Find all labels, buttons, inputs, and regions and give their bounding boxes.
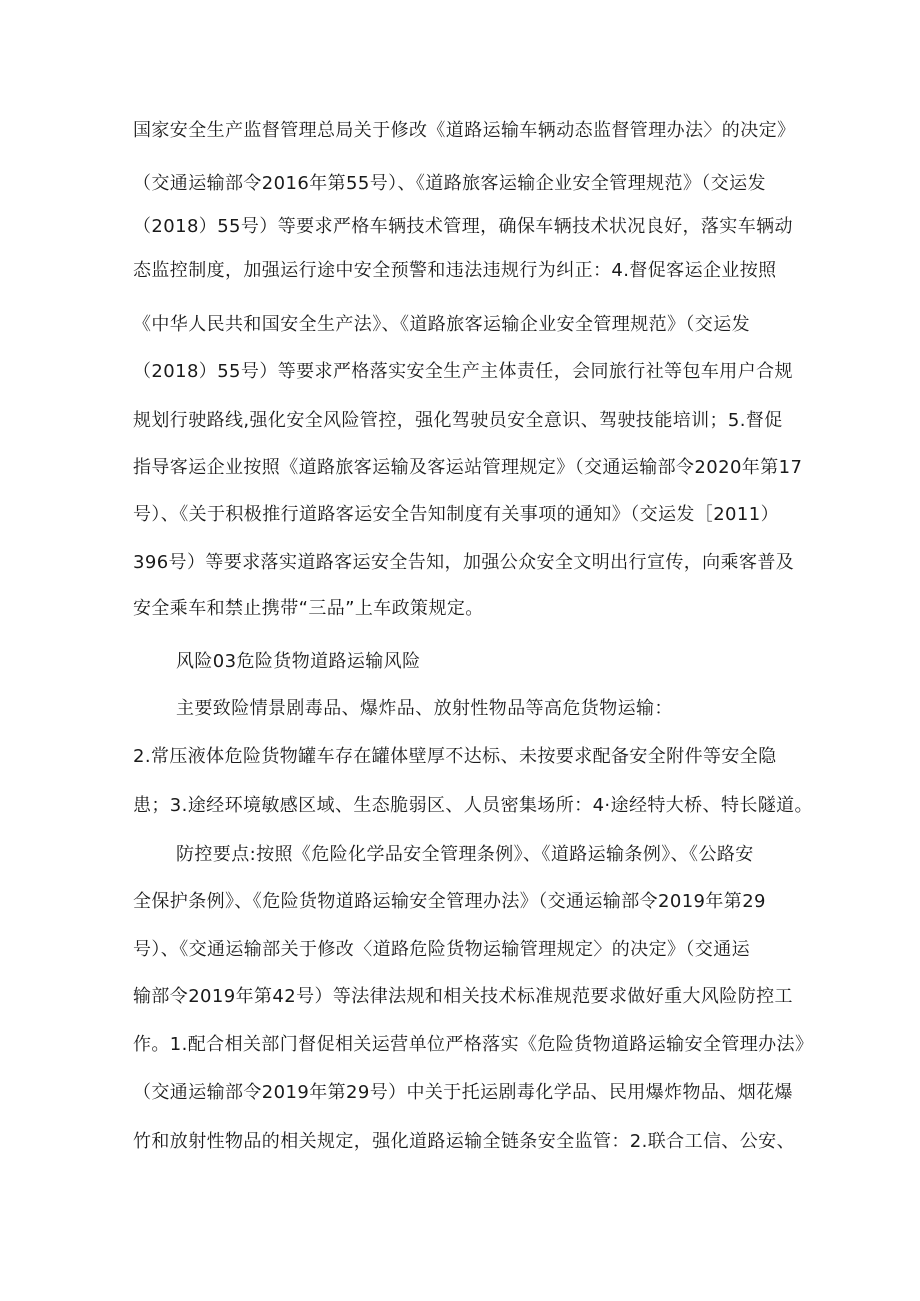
text-line: 396号）等要求落实道路客运安全告知，加强公众安全文明出行宣传，向乘客普及 bbox=[133, 552, 795, 573]
text-line: 2.常压液体危险货物罐车存在罐体壁厚不达标、未按要求配备安全附件等安全隐 bbox=[133, 746, 777, 767]
text-line: 防控要点:按照《危险化学品安全管理条例》、《道路运输条例》、《公路安 bbox=[176, 844, 754, 865]
text-line: 《中华人民共和国安全生产法》、《道路旅客运输企业安全管理规范》（交运发 bbox=[133, 314, 750, 335]
text-line: 安全乘车和禁止携带“三品”上车政策规定。 bbox=[133, 598, 484, 619]
text-line: 态监控制度，加强运行途中安全预警和违法违规行为纠正：4.督促客运企业按照 bbox=[133, 260, 777, 281]
text-line: 规划行驶路线,强化安全风险管控，强化驾驶员安全意识、驾驶技能培训；5.督促 bbox=[133, 410, 783, 431]
text-line: （2018）55号）等要求严格车辆技术管理，确保车辆技术状况良好，落实车辆动 bbox=[133, 216, 793, 237]
text-line: （交通运输部令2019年第29号）中关于托运剧毒化学品、民用爆炸物品、烟花爆 bbox=[133, 1082, 793, 1103]
text-line: 患；3.途经环境敏感区域、生态脆弱区、人员密集场所：4·途经特大桥、特长隧道。 bbox=[133, 795, 813, 816]
text-line: （2018）55号）等要求严格落实安全生产主体责任，会同旅行社等包车用户合规 bbox=[133, 361, 793, 382]
text-line: 输部令2019年第42号）等法律法规和相关技术标准规范要求做好重大风险防控工 bbox=[133, 986, 793, 1007]
text-line: （交通运输部令2016年第55号）、《道路旅客运输企业安全管理规范》（交运发 bbox=[133, 173, 766, 194]
text-line: 全保护条例》、《危险货物道路运输安全管理办法》（交通运输部令2019年第29 bbox=[133, 891, 766, 912]
text-line: 作。1.配合相关部门督促相关运营单位严格落实《危险货物道路运输安全管理办法》 bbox=[133, 1034, 813, 1055]
text-line: 号）、《交通运输部关于修改〈道路危险货物运输管理规定〉的决定》（交通运 bbox=[133, 939, 750, 960]
text-line: 指导客运企业按照《道路旅客运输及客运站管理规定》（交通运输部令2020年第17 bbox=[133, 457, 803, 478]
text-line: 竹和放射性物品的相关规定，强化道路运输全链条安全监管：2.联合工信、公安、 bbox=[133, 1131, 795, 1152]
section-heading: 风险03危险货物道路运输风险 bbox=[176, 651, 421, 672]
text-line: 国家安全生产监督管理总局关于修改《道路运输车辆动态监督管理办法〉的决定》 bbox=[133, 120, 796, 141]
text-line: 号）、《关于积极推行道路客运安全告知制度有关事项的通知》（交运发［2011） bbox=[133, 504, 780, 525]
text-line: 主要致险情景剧毒品、爆炸品、放射性物品等高危货物运输： bbox=[176, 698, 673, 719]
